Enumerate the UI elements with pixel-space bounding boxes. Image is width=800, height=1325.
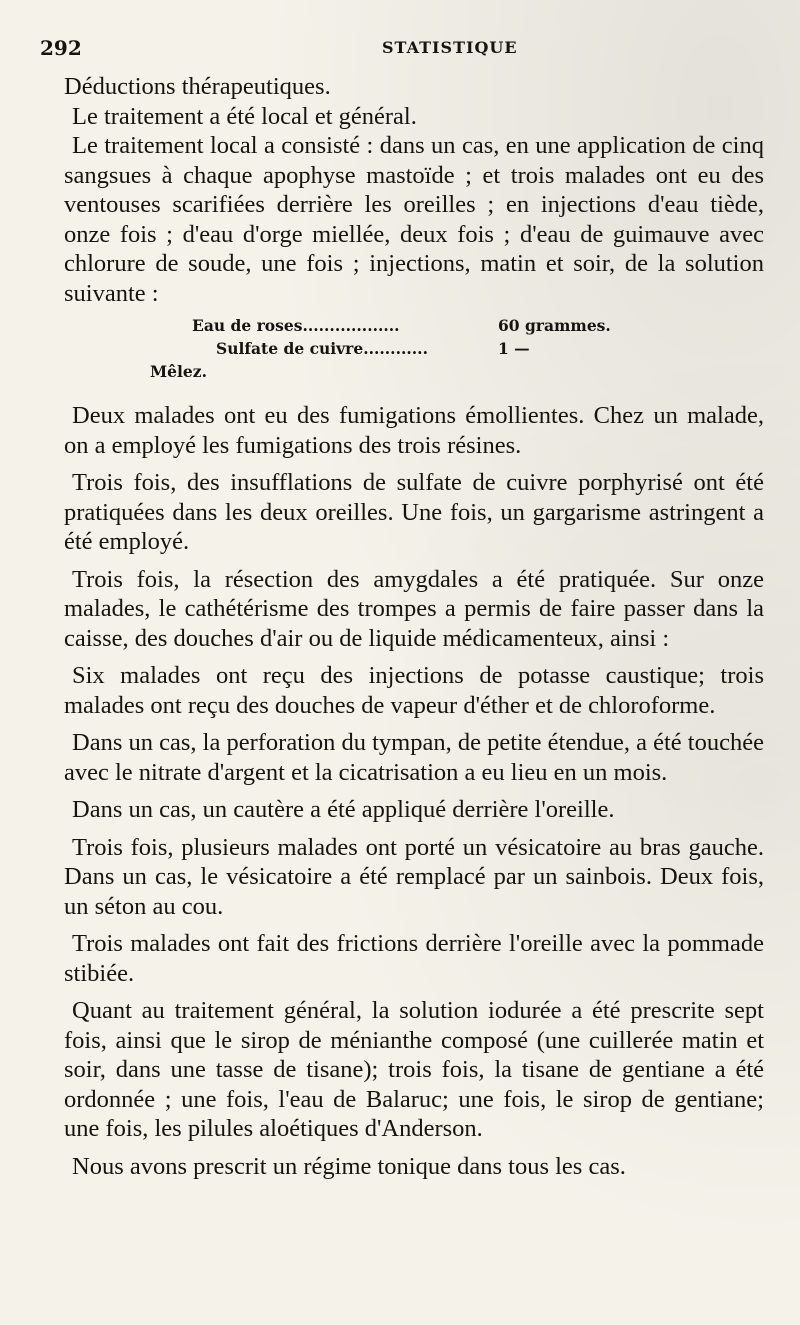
running-head: STATISTIQUE — [382, 38, 518, 57]
paragraph-deductions: Déductions thérapeutiques. — [64, 73, 331, 100]
paragraph-traitement-local: Le traitement local a consisté : dans un cas, en une application de cinq sangsues à chaque apophyse mastoïde ; et trois malades ont eu des ventouses scarifiées derrière les oreilles ; en injections d'eau tiède, onze fois ; d'eau d'orge miellée, deux fois ; d'eau de guimauve avec chlorure de soude, une fois ; injections, matin et soir, de la solution suivante : — [64, 132, 764, 307]
body-text — [64, 72, 764, 1189]
page-header — [40, 36, 760, 60]
paragraph-perforation: Dans un cas, la perforation du tympan, de petite étendue, a été touchée avec le nitrate d'argent et la cicatrisation a eu lieu en un mois. — [64, 729, 764, 786]
paragraph-regime: Nous avons prescrit un régime tonique dans tous les cas. — [72, 1152, 626, 1180]
recipe-ingredient: Eau de roses.................. — [192, 316, 400, 335]
recipe-row — [64, 360, 764, 383]
paragraph-traitement: Le traitement a été local et général. — [72, 102, 417, 130]
paragraph-cautere: Dans un cas, un cautère a été appliqué derrière l'oreille. — [72, 796, 615, 823]
paragraph-traitement-general: Quant au traitement général, la solution iodurée a été prescrite sept fois, ainsi que le sirop de ménianthe composé (une cuillerée matin et soir, dans une tasse de tisane); trois fois, la tisane de gentiane a été ordonnée ; une fois, l'eau de Balaruc; une fois, le sirop de gentiane; une fois, les pilules aloétiques d'Anderson. — [64, 997, 764, 1142]
page-number: 292 — [40, 36, 82, 60]
recipe-quantity: 60 grammes. — [498, 316, 611, 335]
recipe-instruction: Mêlez. — [150, 362, 207, 381]
recipe-block — [64, 314, 764, 383]
paragraph-fumigations: Deux malades ont eu des fumigations émollientes. Chez un malade, on a employé les fumigations des trois résines. — [64, 402, 764, 459]
paragraph-injections: Six malades ont reçu des injections de potasse caustique; trois malades ont reçu des douches de vapeur d'éther et de chloroforme. — [64, 662, 764, 719]
recipe-quantity: 1 — — [498, 339, 530, 358]
recipe-row — [64, 337, 764, 360]
paragraph-insufflations: Trois fois, des insufflations de sulfate de cuivre porphyrisé ont été pratiquées dans les deux oreilles. Une fois, un gargarisme astringent a été employé. — [64, 469, 764, 555]
paragraph-frictions: Trois malades ont fait des frictions derrière l'oreille avec la pommade stibiée. — [64, 930, 764, 987]
paragraph-vesicatoire: Trois fois, plusieurs malades ont porté un vésicatoire au bras gauche. Dans un cas, le vésicatoire a été remplacé par un sainbois. Deux fois, un séton au cou. — [64, 833, 764, 920]
recipe-row — [64, 314, 764, 337]
paragraph-resection: Trois fois, la résection des amygdales a été pratiquée. Sur onze malades, le cathétérisme des trompes a permis de faire passer dans la caisse, des douches d'air ou de liquide médicamenteux, ainsi : — [64, 565, 764, 652]
recipe-ingredient: Sulfate de cuivre............ — [216, 339, 428, 358]
